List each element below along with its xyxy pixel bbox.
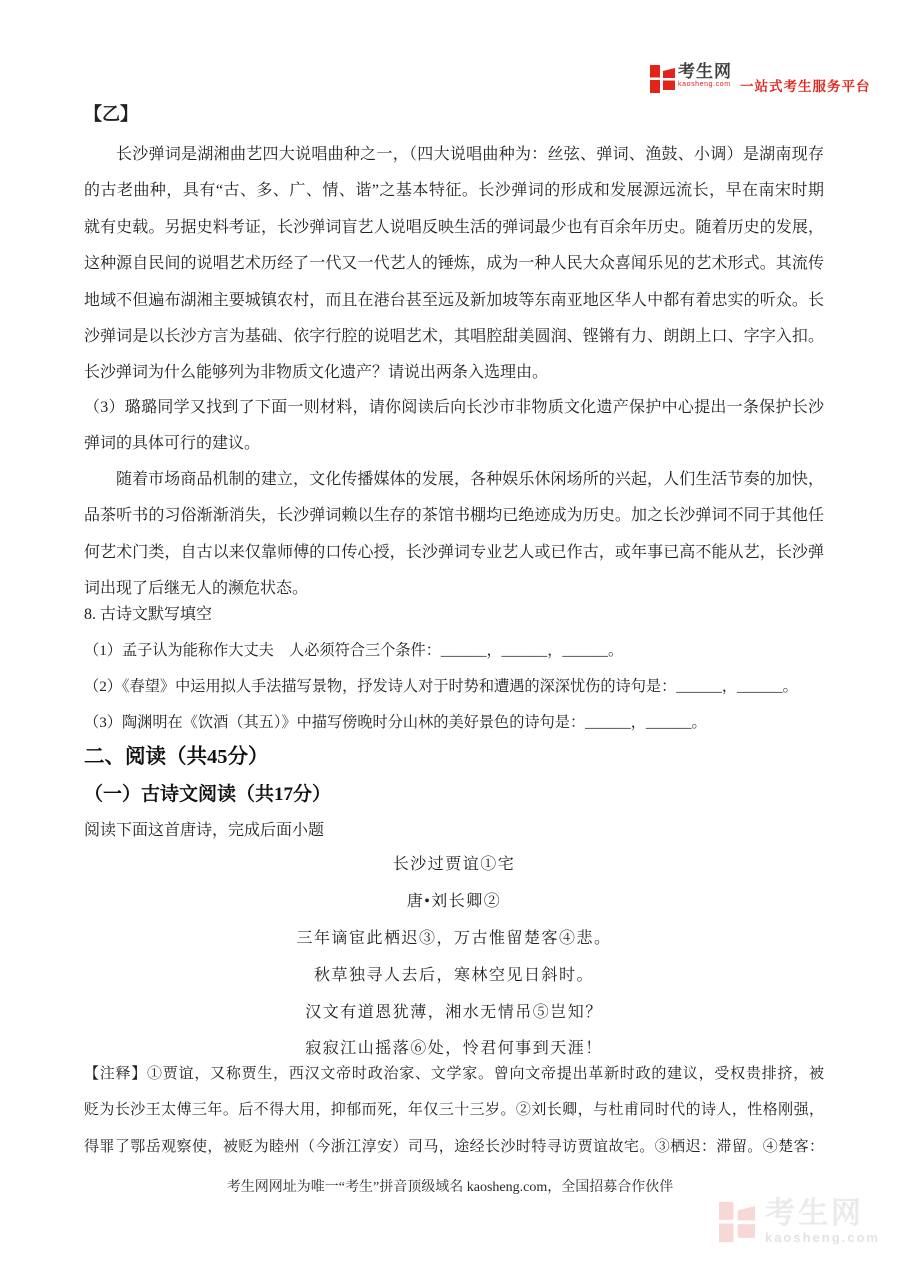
question-3-line: （3）璐璐同学又找到了下面一则材料，请你阅读后向长沙市非物质文化遗产保护中心提出一条保护长沙	[84, 399, 824, 416]
material-line: 何艺术门类，自古以来仅靠师傅的口传心授，长沙弹词专业艺人或已作古，或年事已高不能从艺，长沙弹	[84, 543, 824, 561]
question-8-title: 8. 古诗文默写填空	[84, 606, 213, 623]
passage-line: 长沙弹词为什么能够列为非物质文化遗产？请说出两条入选理由。	[84, 364, 549, 382]
material-paragraph	[84, 462, 824, 608]
material-line: 词出现了后继无人的濒危状态。	[84, 580, 309, 598]
brand-name: 考生网	[678, 62, 732, 81]
passage-yi	[84, 137, 824, 392]
question-8-item: （1）孟子认为能称作大丈夫 人必须符合三个条件：______，______，______。	[84, 642, 624, 660]
site-logo	[650, 62, 871, 95]
passage-line: 就有史载。另据史料考证，长沙弹词盲艺人说唱反映生活的弹词最少也有百余年历史。随着历史的发展，	[84, 218, 824, 236]
question-8	[84, 597, 824, 741]
passage-line: 地域不但遍布湖湘主要城镇农村，而且在港台甚至远及新加坡等东南亚地区华人中都有着忠实的听众。长	[84, 291, 824, 309]
poem-line: 汉文有道恩犹薄，湘水无情吊⑤岂知？	[305, 1003, 603, 1021]
material-line: 随着市场商品机制的建立，文化传播媒体的发展，各种娱乐休闲场所的兴起，人们生活节奏的加快，	[116, 471, 824, 488]
watermark-logo	[719, 1198, 880, 1245]
watermark-text	[765, 1198, 880, 1245]
poem-author: 唐•刘长卿②	[406, 892, 502, 910]
annotation-line: 得罪了鄂岳观察使，被贬为睦州（今浙江淳安）司马，途经长沙时特寻访贾谊故宅。③栖迟：滞留。④楚客：	[84, 1138, 824, 1155]
poem-line: 秋草独寻人去后，寒林空见日斜时。	[313, 966, 594, 984]
brand-domain: kaosheng.com	[678, 81, 731, 88]
material-line: 品茶听书的习俗渐渐消失，长沙弹词赖以生存的茶馆书棚均已绝迹成为历史。加之长沙弹词不同于其他任	[84, 507, 824, 525]
kaosheng-watermark-icon	[719, 1199, 755, 1245]
question-8-item: （2）《春望》中运用拟人手法描写景物，抒发诗人对于时势和遭遇的深深忧伤的诗句是：______，______。	[84, 678, 798, 696]
annotation-line: 贬为长沙王太傅三年。后不得大用，抑郁而死，年仅三十三岁。②刘长卿，与杜甫同时代的诗人，性格刚强，	[84, 1102, 824, 1119]
annotation-line: 【注释】①贾谊，又称贾生，西汉文帝时政治家、文学家。曾向文帝提出革新时政的建议，受权贵排挤，被	[84, 1066, 824, 1082]
footer-note: 考生网网址为唯一“考生”拼音顶级域名 kaosheng.com，全国招募合作伙伴	[226, 1180, 674, 1195]
question-3-line: 弹词的具体可行的建议。	[84, 435, 261, 453]
passage-line: 的古老曲种，具有“古、多、广、情、谐”之基本特征。长沙弹词的形成和发展源远流长，早在南宋时期	[84, 182, 824, 200]
question-8-item: （3）陶渊明在《饮酒（其五）》中描写傍晚时分山林的美好景色的诗句是：______，______。	[84, 714, 707, 732]
passage-line: 沙弹词是以长沙方言为基础、依字行腔的说唱艺术，其唱腔甜美圆润、铿锵有力、朗朗上口、字字入扣。	[84, 327, 824, 345]
watermark-brand: 考生网	[764, 1197, 864, 1230]
logo-text	[678, 62, 732, 89]
poem-line: 三年谪宦此栖迟③，万古惟留楚客④悲。	[296, 929, 612, 947]
passage-line: 这种源自民间的说唱艺术历经了一代又一代艺人的锤炼，成为一种人民大众喜闻乐见的艺术形式。其流传	[84, 255, 824, 273]
poem-annotations	[84, 1056, 824, 1165]
passage-line: 长沙弹词是湖湘曲艺四大说唱曲种之一，（四大说唱曲种为：丝弦、弹词、渔鼓、小调）是湖南现存	[116, 146, 824, 163]
kaosheng-logo-icon	[650, 65, 675, 93]
poem	[84, 847, 824, 1068]
poem-line: 寂寂江山摇落⑥处，怜君何事到天涯！	[305, 1040, 603, 1058]
watermark-domain: kaosheng.com	[764, 1230, 880, 1245]
section-2-subheading: （一）古诗文阅读（共17分）	[84, 784, 332, 805]
passage-label: 【乙】	[84, 104, 138, 124]
reading-instruction: 阅读下面这首唐诗，完成后面小题	[84, 822, 325, 839]
poem-title: 长沙过贾谊①宅	[392, 856, 516, 873]
brand-tagline: 一站式考生服务平台	[740, 79, 871, 94]
question-3	[84, 390, 824, 463]
section-2-heading: 二、阅读（共45分）	[84, 746, 269, 768]
